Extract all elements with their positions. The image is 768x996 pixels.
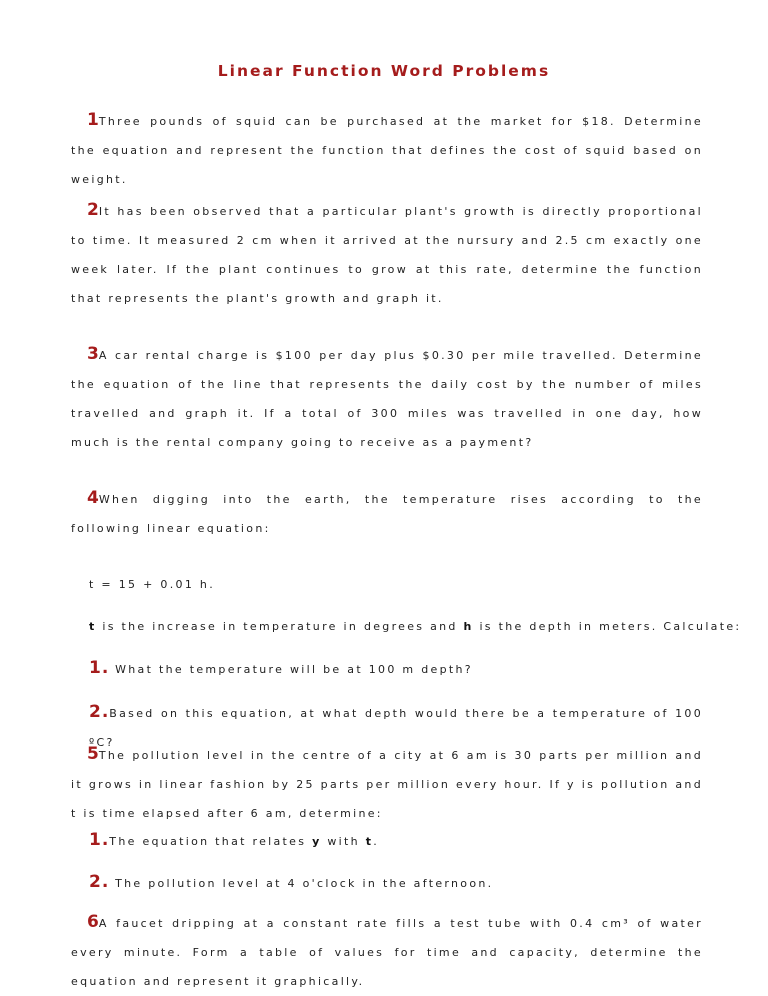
problem-3 [71, 340, 703, 457]
problem-number: 1 [87, 110, 99, 130]
problem-text: The pollution level in the centre of a city at 6 am is 30 parts per million and it grows in linear fashion by 25 parts per million every hour. If y is pollution and t is time elapsed after 6 am, determine: [71, 749, 703, 820]
variable-h: h [463, 620, 474, 633]
sub-text: What the temperature will be at 100 m depth? [109, 663, 473, 676]
problem-2 [71, 196, 703, 313]
problem-4-sub-1 [89, 654, 703, 684]
problem-text: It has been observed that a particular plant's growth is directly proportional to time. It measured 2 cm when it arrived at the nursury and 2.5 cm exactly one week later. If the plant continues to grow at this rate, determine the function that represents the plant's growth and graph it. [71, 205, 703, 305]
problem-text: A faucet dripping at a constant rate fills a test tube with 0.4 cm³ of water every minute. Form a table of values for time and capacity, determine the equation and represent it graphically. [71, 917, 703, 988]
problem-4 [71, 484, 703, 543]
problem-number: 5 [87, 744, 99, 764]
problem-6 [71, 908, 703, 996]
problem-1 [71, 106, 703, 194]
equation: t = 15 + 0.01 h. [89, 578, 215, 591]
problem-5 [71, 740, 703, 828]
sub-text: The pollution level at 4 o'clock in the afternoon. [109, 877, 494, 890]
sub-number: 2. [89, 872, 110, 892]
problem-text: A car rental charge is $100 per day plus $0.30 per mile travelled. Determine the equation of the line that represents the daily cost by the number of miles travelled and graph it. If a total of 300 miles was travelled in one day, how much is the rental company going to receive as a payment? [71, 349, 703, 449]
page-title: Linear Function Word Problems [217, 62, 551, 80]
variable-y: y [312, 835, 322, 848]
problem-5-sub-1: 1.The equation that relates y with t. [89, 830, 380, 850]
problem-5-sub-2 [89, 868, 703, 898]
problem-number: 2 [87, 200, 99, 220]
variable-t: t [365, 835, 374, 848]
sub-number: 1. [89, 830, 110, 850]
problem-text: Three pounds of squid can be purchased at the market for $18. Determine the equation and represent the function that defines the cost of squid based on weight. [71, 115, 703, 186]
sub-number: 2. [89, 702, 110, 722]
variable-t: t [89, 620, 97, 633]
problem-number: 3 [87, 344, 99, 364]
problem-text: When digging into the earth, the temperature rises according to the following linear equation: [71, 493, 703, 535]
problem-number: 4 [87, 488, 99, 508]
problem-number: 6 [87, 912, 99, 932]
variable-definitions: t is the increase in temperature in degrees and h is the depth in meters. Calculate: [89, 620, 742, 633]
sub-number: 1. [89, 658, 110, 678]
sub-text: Based on this equation, at what depth would there be a temperature of 100 ºC? [89, 707, 703, 749]
